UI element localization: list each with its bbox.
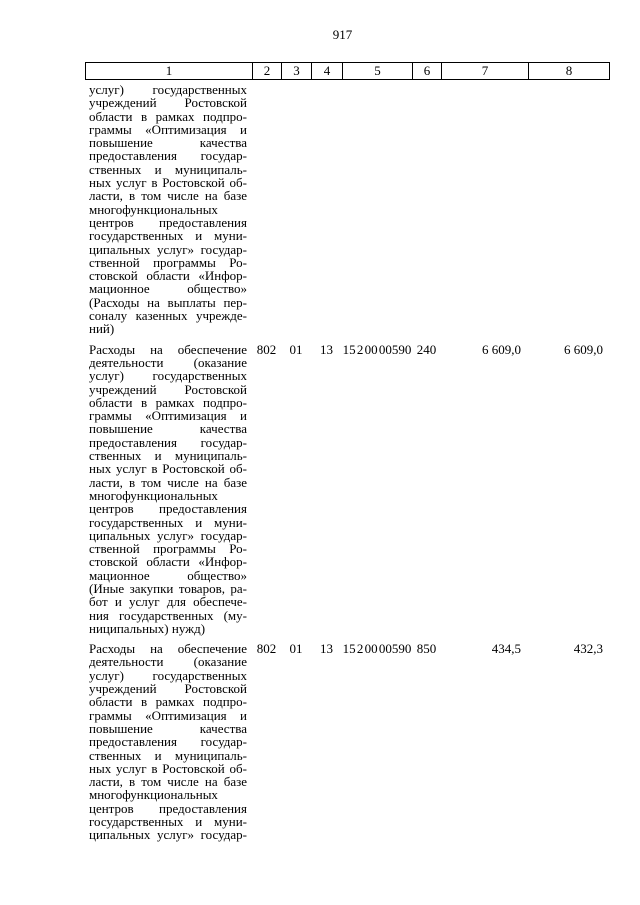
table-row (85, 340, 610, 640)
amount-year-2-cell: 6 609,0 (564, 341, 603, 357)
description-line: ных услуг в Ростовской об- (89, 175, 247, 191)
subsection-code-cell: 13 (320, 341, 333, 357)
table-header-row (85, 62, 610, 80)
column-number-2: 2 (252, 62, 281, 80)
description-line: повышение качества (89, 720, 247, 736)
description-line: ципальных услуг» государ- (89, 827, 247, 843)
description-line: ниципальных) нужд) (89, 620, 206, 636)
description-text (89, 83, 247, 336)
description-line: ласти, в том числе на базе (89, 474, 247, 490)
description-line: стовской области «Инфор- (89, 554, 247, 570)
amount-year-1-cell: 434,5 (491, 641, 521, 657)
column-number-3: 3 (281, 62, 311, 80)
description-line: ципальных услуг» государ- (89, 241, 247, 257)
description-text (89, 642, 247, 841)
description-line: центров предоставления (89, 214, 247, 230)
description-line: предоставления государ- (89, 148, 247, 164)
amount-year-2-cell: 432,3 (573, 641, 603, 657)
description-cell (85, 340, 252, 640)
description-line: ний) (89, 321, 115, 337)
description-line: ственной программы Ро- (89, 541, 247, 557)
description-line: предоставления государ- (89, 434, 247, 450)
description-line: ципальных услуг» государ- (89, 527, 247, 543)
description-line: деятельности (оказание (89, 654, 247, 670)
description-line: граммы «Оптимизация и (89, 121, 247, 137)
target-item-code-cell: 15 2 00 00590 (342, 341, 412, 357)
target-item-code-cell: 15 2 00 00590 (342, 641, 412, 657)
description-line: области в рамках подпро- (89, 694, 247, 710)
description-line: ния государственных (му- (89, 607, 247, 623)
column-number-5: 5 (342, 62, 412, 80)
description-line: мационное общество» (89, 281, 247, 297)
amount-year-1-cell (441, 80, 528, 340)
column-number-8: 8 (528, 62, 610, 80)
description-line: граммы «Оптимизация и (89, 707, 247, 723)
description-line: соналу казенных учрежде- (89, 308, 247, 324)
description-line: повышение качества (89, 421, 247, 437)
description-line: многофункциональных (89, 201, 218, 217)
description-cell (85, 80, 252, 340)
description-line: области в рамках подпро- (89, 394, 247, 410)
description-line: многофункциональных (89, 487, 218, 503)
department-code-cell: 802 (256, 341, 277, 357)
description-line: ных услуг в Ростовской об- (89, 760, 247, 776)
target-item-code-cell (342, 80, 412, 340)
department-code-cell (252, 80, 281, 340)
description-line: Расходы на обеспечение (89, 641, 247, 657)
amount-year-2-cell (528, 80, 610, 340)
description-line: бот и услуг для обеспече- (89, 594, 247, 610)
description-line: предоставления государ- (89, 734, 247, 750)
page-number: 917 (332, 27, 353, 42)
description-line: услуг) государственных (89, 368, 247, 384)
description-line: услуг) государственных (89, 667, 247, 683)
department-code-cell: 802 (256, 641, 277, 657)
description-line: области в рамках подпро- (89, 108, 247, 124)
column-number-6: 6 (412, 62, 441, 80)
section-code-cell: 01 (289, 641, 303, 657)
subsection-code-cell: 13 (320, 641, 333, 657)
column-number-7: 7 (441, 62, 528, 80)
description-line: государственных и муни- (89, 514, 247, 530)
description-line: ственной программы Ро- (89, 254, 247, 270)
description-line: ласти, в том числе на базе (89, 774, 247, 790)
description-line: учреждений Ростовской (89, 681, 247, 697)
description-line: центров предоставления (89, 800, 247, 816)
expense-type-code-cell: 240 (416, 341, 437, 357)
description-line: учреждений Ростовской (89, 381, 247, 397)
description-line: мационное общество» (89, 567, 247, 583)
table-row (85, 639, 610, 845)
description-line: ласти, в том числе на базе (89, 188, 247, 204)
description-line: (Расходы на выплаты пер- (89, 294, 247, 310)
description-line: ных услуг в Ростовской об- (89, 461, 247, 477)
description-line: многофункциональных (89, 787, 218, 803)
description-line: граммы «Оптимизация и (89, 408, 247, 424)
description-line: учреждений Ростовской (89, 95, 247, 111)
description-line: услуг) государственных (89, 82, 247, 97)
table-row (85, 80, 610, 340)
description-line: ственных и муниципаль- (89, 448, 247, 464)
description-line: деятельности (оказание (89, 354, 247, 370)
section-code-cell: 01 (289, 341, 303, 357)
expense-type-code-cell: 850 (416, 641, 437, 657)
description-text (89, 343, 247, 636)
column-number-1: 1 (85, 62, 252, 80)
description-line: государственных и муни- (89, 228, 247, 244)
description-line: ственных и муниципаль- (89, 747, 247, 763)
subsection-code-cell (311, 80, 342, 340)
column-number-4: 4 (311, 62, 342, 80)
expense-type-code-cell (412, 80, 441, 340)
description-line: повышение качества (89, 135, 247, 151)
description-line: Расходы на обеспечение (89, 341, 247, 357)
amount-year-1-cell: 6 609,0 (482, 341, 521, 357)
description-line: стовской области «Инфор- (89, 268, 247, 284)
description-line: ственных и муниципаль- (89, 161, 247, 177)
description-line: (Иные закупки товаров, ра- (89, 580, 247, 596)
description-cell (85, 639, 252, 845)
section-code-cell (281, 80, 311, 340)
description-line: центров предоставления (89, 501, 247, 517)
description-line: государственных и муни- (89, 814, 247, 830)
budget-table (85, 62, 610, 846)
